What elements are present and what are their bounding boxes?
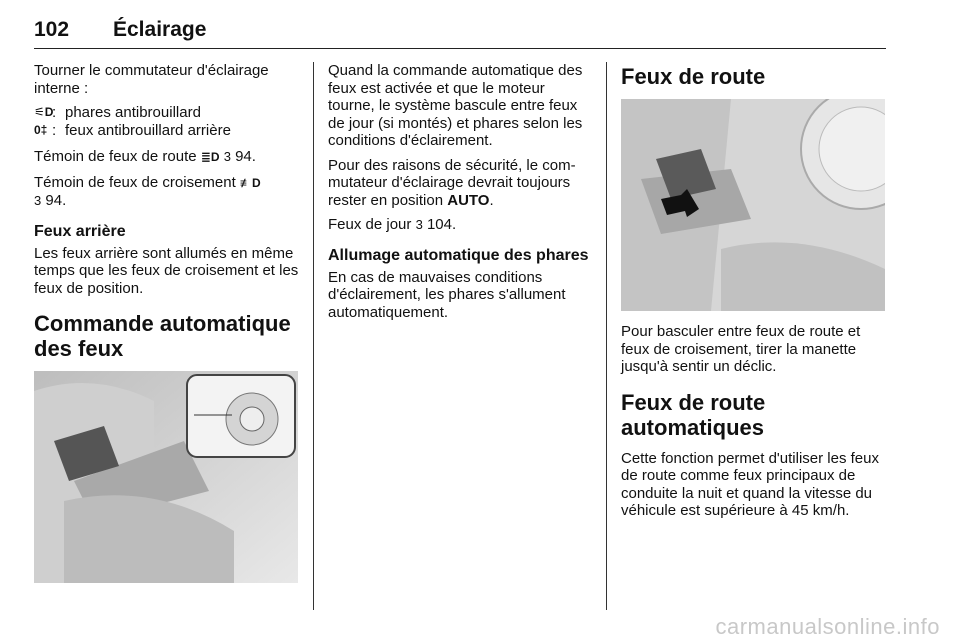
paragraph: Feux de jour 3 104. xyxy=(328,216,457,233)
column-1 xyxy=(34,62,300,583)
column-divider xyxy=(313,62,314,610)
paragraph: Pour des raisons de sécurité, le commutateur d'éclairage devrait toujours rester en position AUTO. xyxy=(328,156,576,209)
column-3 xyxy=(621,62,886,527)
list-item-text: feux antibrouillard arrière xyxy=(65,122,231,140)
list-item: ⚟D : phares antibrouillard xyxy=(34,104,201,122)
high-beam-indicator-text: Témoin de feux de route ≣D 3 94. xyxy=(34,148,256,165)
page-ref-arrow-icon: 3 xyxy=(223,149,231,164)
stalk-photo xyxy=(621,99,885,311)
section-heading-auto-lights: Commande automatique des feux xyxy=(34,311,291,361)
list-item-text: phares antibrouillard xyxy=(65,104,201,122)
rear-fog-icon: 0‡ xyxy=(34,123,48,138)
front-fog-icon: ⚟D xyxy=(34,105,54,120)
column-divider xyxy=(606,62,607,610)
column-2 xyxy=(328,62,594,328)
paragraph: En cas de mauvaises conditions d'éclairement, les phares s'allument automatiquement. xyxy=(328,268,566,321)
paragraph: Pour basculer entre feux de route et feux de croisement, tirer la manette jusqu'à sentir un déclic. xyxy=(621,323,861,375)
page-reference[interactable]: 104. xyxy=(426,216,457,233)
section-heading-rear-lights: Feux arrière xyxy=(34,222,126,240)
page-header xyxy=(34,14,886,49)
light-switch-photo xyxy=(34,371,298,583)
low-beam-icon: ≢D xyxy=(239,175,261,190)
section-heading-auto-high-beam: Feux de route automatiques xyxy=(621,389,766,440)
symbol-list xyxy=(34,104,300,140)
page-reference[interactable]: 94. xyxy=(235,148,256,165)
paragraph: Cette fonction permet d'utiliser les feux de route comme feux principaux de conduite la nuit et quand la vitesse du véhicule est supérieure à 45 km/h. xyxy=(621,449,879,519)
list-item: 0‡ : feux antibrouillard arrière xyxy=(34,122,231,140)
high-beam-icon: ≣D xyxy=(200,150,220,164)
auto-position-label: AUTO xyxy=(447,191,490,209)
chapter-title: Éclairage xyxy=(113,18,207,41)
rear-lights-text: Les feux arrière sont allumés en même temps que les feux de croisement et les feux de position. xyxy=(34,244,299,297)
page-ref-arrow-icon: 3 xyxy=(34,193,42,208)
paragraph: Quand la commande automatique des feux est activée et que le moteur tourne, le système bascule entre feux de jour (si montés) et phares selon les conditions d'éclairement. xyxy=(328,62,583,149)
page-ref-arrow-icon: 3 xyxy=(415,217,423,232)
page-number: 102 xyxy=(34,18,70,41)
watermark: carmanualsonline.info xyxy=(715,614,940,639)
page-reference[interactable]: 94. xyxy=(45,192,67,209)
section-heading-auto-headlights: Allumage automatique des phares xyxy=(328,246,589,264)
low-beam-indicator-text: Témoin de feux de croisement ≢D 3 94. xyxy=(34,173,261,209)
section-heading-high-beam: Feux de route xyxy=(621,64,766,89)
intro-text: Tourner le commutateur d'éclairage interne : xyxy=(34,62,269,97)
